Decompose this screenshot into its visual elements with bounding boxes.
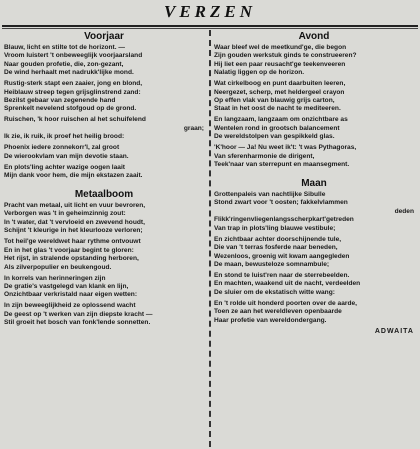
title-rule [2, 25, 418, 27]
stanza [214, 191, 414, 233]
poem-line: Wat cirkelboog en punt daarbuiten leeren, [214, 80, 346, 88]
poem-line: Sprenkelt nevelend stofgoud op de grond. [4, 105, 137, 113]
right-column [214, 31, 414, 447]
poem-line: De wereldstolpen van gespikkeld glas. [214, 133, 335, 141]
poem-line: En zichtbaar achter doorschijnende tule, [214, 235, 342, 243]
poem-line: En plots'ling achter wazige oogen laait [4, 163, 126, 171]
author-signature: ADWAITA [374, 327, 414, 335]
stanza [214, 80, 414, 114]
poem-line: Ruischen, 'k hoor ruischen al het schuifelend [4, 116, 146, 124]
poem-line: Het rijst, in stralende opstanding herboren, [4, 255, 139, 263]
poem-line: Mijn dank voor hem, die mijn ekstazen zaait. [4, 172, 143, 180]
poem-heading: Metaalboom [74, 189, 134, 201]
poem-line: Wentelen rond in grootsch balancement [214, 124, 340, 132]
poem-line: Hij liet een paar reusacht'ge teekenveeren [214, 60, 346, 68]
stanza [4, 144, 204, 161]
left-column [4, 31, 204, 447]
poem-heading: Maan [301, 178, 327, 190]
stanza [214, 272, 414, 297]
poem-line: De gratie's vastgelegd van klank en lijn, [4, 282, 129, 290]
poem-line: En stond te luist'ren naar de sterrebeelden. [214, 271, 350, 279]
poem-heading: Avond [298, 31, 330, 42]
stanza [4, 80, 204, 114]
poem-line: Tot heil'ge wereldwet haar rythme ontvouwt [4, 238, 141, 246]
poem-line: Op effen vlak van blauwig grijs carton, [214, 97, 335, 105]
poem-line: Heiblauw streep tegen grijsglinstrend zand: [4, 88, 141, 96]
poem-line: Onzichtbaar verkristald naar eigen wetten: [4, 291, 138, 299]
poem-line: Staat in het oost de nacht te mediteeren. [214, 105, 341, 113]
poem-line: Vroom luistert 't onbeweeglijk voorjaarsland [4, 52, 143, 60]
stanza [4, 116, 204, 141]
poem-line: Stond zwart voor 't oosten; fakkelvlammen [214, 199, 348, 207]
stanza [214, 44, 414, 78]
poem-line: De sluier om de ekstatisch witte wang: [214, 288, 335, 296]
poem-line: En machten, waakend uit de nacht, verdeelden [214, 280, 361, 288]
poem-line: Waar bleef wel de meetkund'ge, die begon [214, 44, 347, 51]
stanza [4, 238, 204, 272]
stanza [4, 302, 204, 327]
poem-line: Stil groeit het bosch van fonk'lende sonnetten. [4, 319, 151, 327]
stanza [4, 44, 204, 78]
poem-line: Flikk'ringenvliegenlangsscherpkart'getreden [214, 216, 354, 224]
poem-line: graan; [183, 124, 204, 132]
stanza [4, 202, 204, 236]
poem-line: Die van 't terras fosferde naar beneden, [214, 244, 338, 252]
stanza [4, 275, 204, 300]
poem-line: En 't rolde uit honderd poorten over de aarde, [214, 299, 357, 307]
stanza [214, 236, 414, 270]
poem-line: Rustig-sterk stapt een zaaier, jong en blond, [4, 80, 143, 88]
poem-line: Pracht van metaal, uit licht en vuur bevroren, [4, 202, 146, 210]
stanza [214, 116, 414, 141]
column-divider [209, 30, 211, 447]
poem-line: Blauw, licht en stilte tot de horizont. — [4, 44, 126, 51]
poem-line: Verborgen was 't in geheimzinnig zout: [4, 210, 126, 218]
poem-line: Wezenloos, groenig wit kwam aangegleden [214, 252, 350, 260]
poem-line: Haar profetie van wereldondergang. [214, 316, 327, 324]
poem-line: In 't water, dat 't vervloeid en zwevend houdt, [4, 218, 145, 226]
poem-line: Grottenpaleis van nachtlijke Sibulle [214, 191, 326, 199]
page-title: VERZEN [163, 2, 257, 21]
poem-line: Naar gouden profetie, die, zon-gezant, [4, 60, 124, 68]
poem-line: Van trap in plots'ling blauwe vestibule; [214, 224, 336, 232]
stanza [4, 164, 204, 181]
poem-line: Ik zie, ik ruik, ik proef het heilig brood: [4, 133, 125, 141]
stanza [214, 300, 414, 325]
poem-line: En langzaam, langzaam om onzichtbare as [214, 116, 348, 124]
poem-line: De geest op 't werken van zijn diepste kracht — [4, 310, 153, 318]
poem-line: En in het glas 't voorjaar begint te gloren: [4, 246, 134, 254]
poem-line: Van sferenharmonie de dirigent, [214, 152, 315, 160]
poem-line: De maan, bewusteloze somnambule; [214, 260, 330, 268]
poem-line: Zijn gouden werkstuk ginds te construeeren? [214, 52, 357, 60]
poem-line: Toen ze aan het wereldleven openbaarde [214, 308, 342, 316]
stanza [214, 144, 414, 169]
title-rule-thin [2, 28, 418, 29]
poem-line: Phoenix iedere zonnekorr'l, zal groot [4, 144, 120, 152]
poem-line: Als zilverpopulier en beukengoud. [4, 263, 112, 271]
poem-line: deden [394, 207, 414, 215]
poem-line: Schijnt 't kleurige in het kleurlooze verloren; [4, 227, 143, 235]
poem-line: Neergezet, scherp, met heldergeel crayon [214, 88, 345, 96]
poem-line: In korrels van herinneringen zijn [4, 274, 106, 282]
poem-line: De wind herhaalt met nadrukk'lijke mond. [4, 69, 134, 77]
poem-line: In zijn beweeglijkheid ze oplossend wacht [4, 302, 136, 310]
poem-line: 'K'hoor — Ja! Nu weet ik't: 't was Pythagoras, [214, 144, 357, 152]
poem-line: Bezilst gebaar van zegenende hand [4, 97, 116, 105]
poem-line: Teek'naar van sterrepunt en maansegment. [214, 161, 350, 169]
poem-heading: Voorjaar [84, 31, 124, 42]
poem-line: Nalatig liggen op de horizon. [214, 69, 305, 77]
poem-line: De wierookvlam van mijn devotie staan. [4, 152, 129, 160]
